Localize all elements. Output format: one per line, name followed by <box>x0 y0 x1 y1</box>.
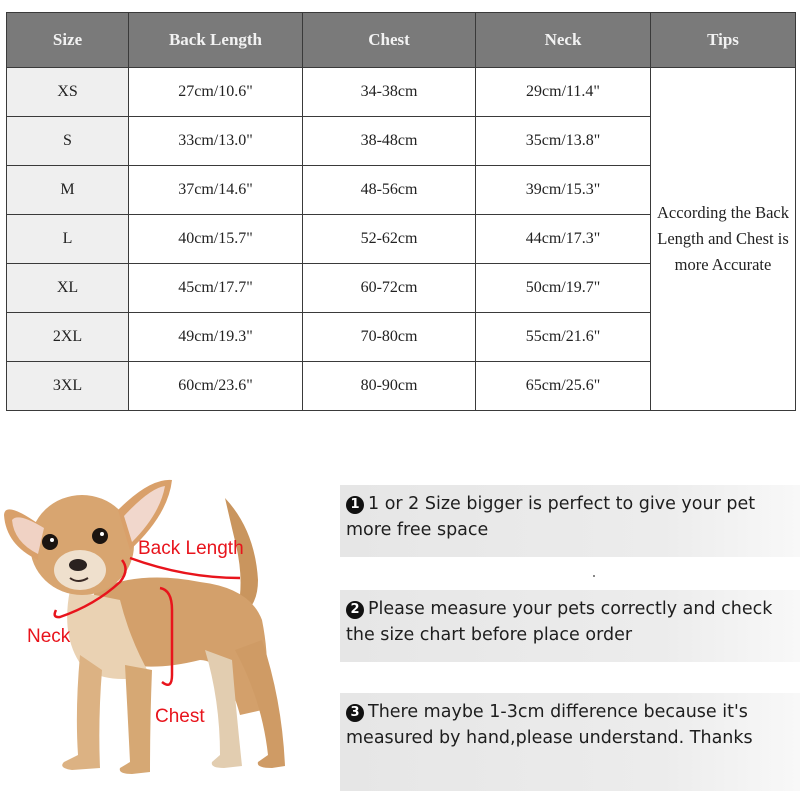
back-length-cell: 37cm/14.6" <box>129 166 303 215</box>
back-length-cell: 49cm/19.3" <box>129 313 303 362</box>
chest-cell: 38-48cm <box>303 117 476 166</box>
size-cell: 2XL <box>7 313 129 362</box>
chest-cell: 52-62cm <box>303 215 476 264</box>
neck-cell: 50cm/19.7" <box>476 264 651 313</box>
neck-cell: 65cm/25.6" <box>476 362 651 411</box>
neck-cell: 39cm/15.3" <box>476 166 651 215</box>
chest-cell: 70-80cm <box>303 313 476 362</box>
tip-box-3 <box>340 693 800 791</box>
back-length-cell: 45cm/17.7" <box>129 264 303 313</box>
size-cell: XS <box>7 68 129 117</box>
back-length-label: Back Length <box>138 538 244 559</box>
chest-label: Chest <box>155 706 205 727</box>
back-length-cell: 27cm/10.6" <box>129 68 303 117</box>
chest-cell: 60-72cm <box>303 264 476 313</box>
tips-cell: According the Back Length and Chest is more Accurate <box>651 68 796 411</box>
header-tips: Tips <box>651 13 796 68</box>
header-chest: Chest <box>303 13 476 68</box>
number-2-icon: 2 <box>346 601 364 619</box>
table-row <box>7 68 796 117</box>
dog-measurement-diagram <box>0 470 320 800</box>
chest-cell: 34-38cm <box>303 68 476 117</box>
header-size: Size <box>7 13 129 68</box>
back-length-cell: 40cm/15.7" <box>129 215 303 264</box>
tip-text: Please measure your pets correctly and check the size chart before place order <box>346 599 773 645</box>
size-cell: 3XL <box>7 362 129 411</box>
size-cell: S <box>7 117 129 166</box>
back-length-cell: 60cm/23.6" <box>129 362 303 411</box>
tip-text: 1 or 2 Size bigger is perfect to give your pet more free space <box>346 494 756 540</box>
tip-box-1 <box>340 485 800 557</box>
size-cell: M <box>7 166 129 215</box>
number-1-icon: 1 <box>346 496 364 514</box>
number-3-icon: 3 <box>346 704 364 722</box>
back-length-cell: 33cm/13.0" <box>129 117 303 166</box>
size-cell: L <box>7 215 129 264</box>
tip-box-2 <box>340 590 800 662</box>
size-chart-table <box>6 12 796 411</box>
size-cell: XL <box>7 264 129 313</box>
neck-label: Neck <box>27 626 71 647</box>
chihuahua-illustration <box>0 470 320 800</box>
header-neck: Neck <box>476 13 651 68</box>
tip-text: There maybe 1-3cm difference because it's measured by hand,please understand. Thanks <box>346 702 753 748</box>
table-header-row <box>7 13 796 68</box>
chest-cell: 80-90cm <box>303 362 476 411</box>
chest-cell: 48-56cm <box>303 166 476 215</box>
stray-dot <box>593 575 595 577</box>
header-back-length: Back Length <box>129 13 303 68</box>
neck-cell: 44cm/17.3" <box>476 215 651 264</box>
neck-cell: 29cm/11.4" <box>476 68 651 117</box>
neck-cell: 55cm/21.6" <box>476 313 651 362</box>
neck-cell: 35cm/13.8" <box>476 117 651 166</box>
